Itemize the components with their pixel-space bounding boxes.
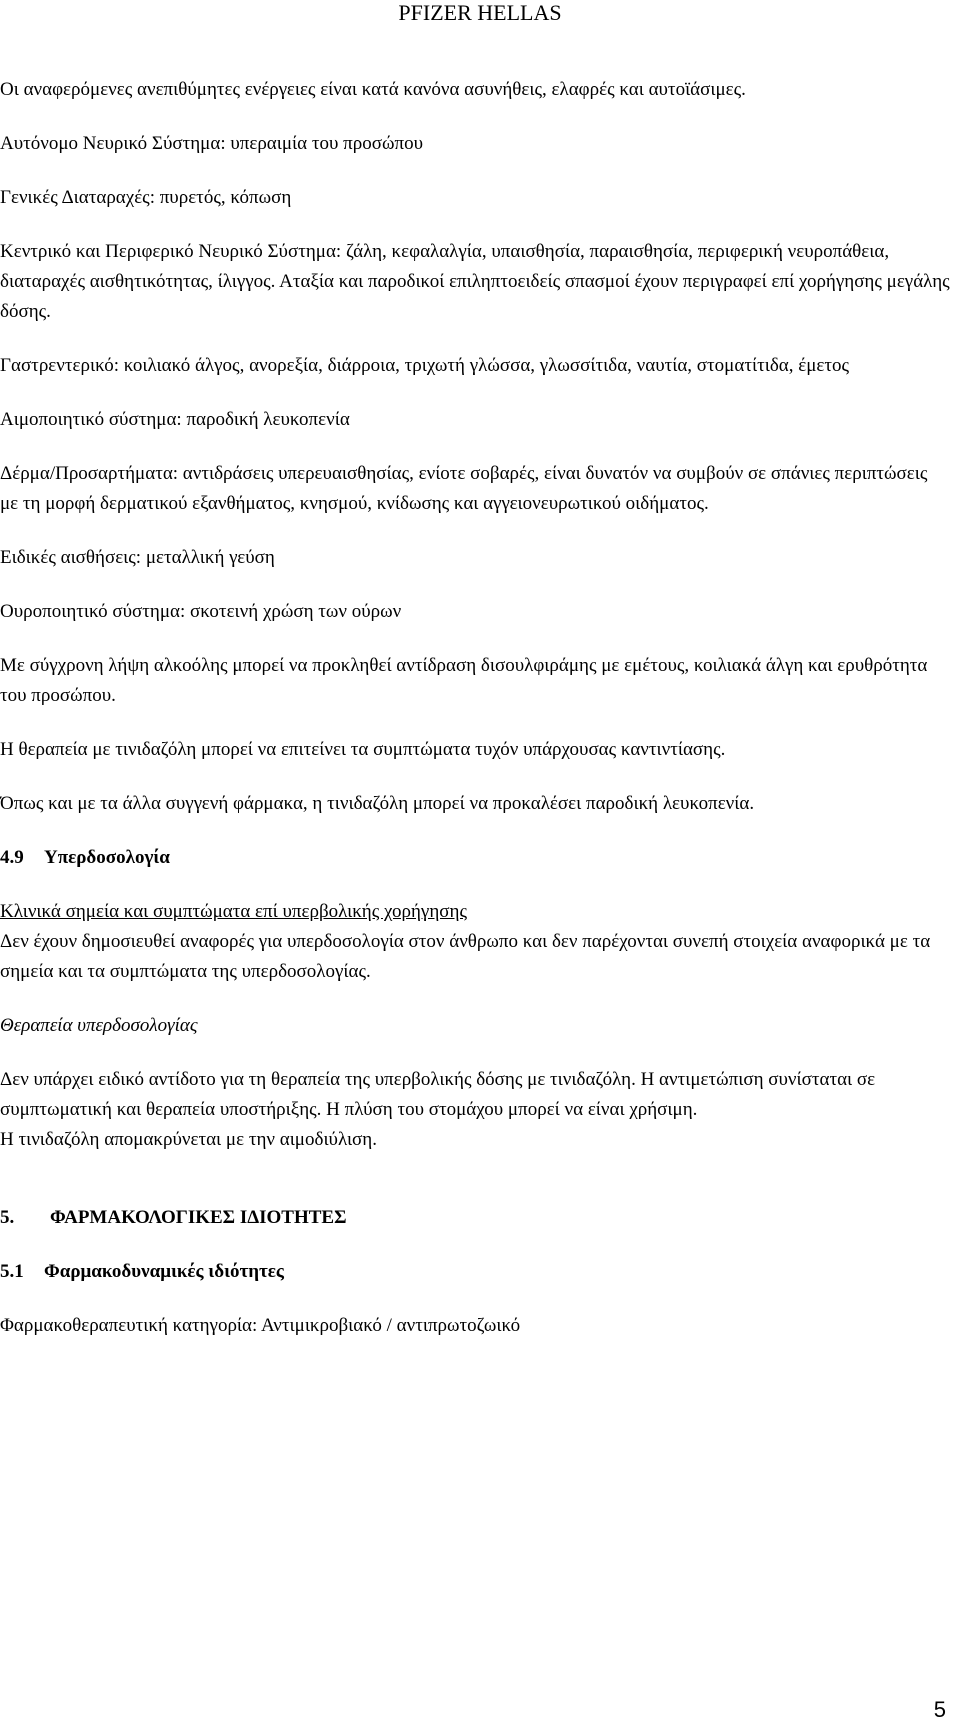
section-title: Υπερδοσολογία bbox=[44, 847, 170, 868]
paragraph-side-effects-intro: Οι αναφερόμενες ανεπιθύμητες ενέργειες είναι κατά κανόνα ασυνήθεις, ελαφρές και αυτοϊάσιμες. bbox=[0, 79, 746, 100]
section-heading-5 bbox=[0, 1203, 950, 1233]
subheading-clinical-signs: Κλινικά σημεία και συμπτώματα επί υπερβολικής χορήγησης bbox=[0, 901, 467, 922]
paragraph-gastrointestinal: Γαστρεντερικό: κοιλιακό άλγος, ανορεξία, διάρροια, τριχωτή γλώσσα, γλωσσίτιδα, ναυτία, στοματίτιδα, έμετος bbox=[0, 355, 850, 376]
paragraph-haematopoietic: Αιμοποιητικό σύστημα: παροδική λευκοπενία bbox=[0, 409, 350, 430]
paragraph-candidiasis: Η θεραπεία με τινιδαζόλη μπορεί να επιτείνει τα συμπτώματα τυχόν υπάρχουσας καντιντίασης. bbox=[0, 739, 726, 760]
paragraph-leukopenia: Όπως και με τα άλλα συγγενή φάρμακα, η τινιδαζόλη μπορεί να προκαλέσει παροδική λευκοπενία. bbox=[0, 793, 755, 814]
document-body bbox=[0, 75, 950, 1365]
paragraph-central-nervous-system: Κεντρικό και Περιφερικό Νευρικό Σύστημα: ζάλη, κεφαλαλγία, υπαισθησία, παραισθησία, περιφερική νευροπάθεια, διαταραχές αισθητικότητας, ίλιγγος. Αταξία και παροδικοί επιληπτοειδείς σπασμοί έχουν περιγραφεί επί χορήγησης μεγάλης δόσης. bbox=[0, 241, 950, 322]
document-header: PFIZER HELLAS bbox=[398, 0, 562, 25]
paragraph-urinary-system: Ουροποιητικό σύστημα: σκοτεινή χρώση των ούρων bbox=[0, 601, 402, 622]
paragraph-overdose-therapy: Δεν υπάρχει ειδικό αντίδοτο για τη θεραπεία της υπερβολικής δόσης με τινιδαζόλη. Η αντιμετώπιση συνίσταται σε συμπτωματική και θεραπεία υποστήριξης. Η πλύση του στομάχου μπορεί να είναι χρήσιμη. bbox=[0, 1069, 876, 1120]
section-number: 5.1 bbox=[0, 1261, 24, 1282]
paragraph-general-disorders: Γενικές Διαταραχές: πυρετός, κόπωση bbox=[0, 187, 292, 208]
paragraph-alcohol-interaction: Με σύγχρονη λήψη αλκοόλης μπορεί να προκληθεί αντίδραση δισουλφιράμης με εμέτους, κοιλιακά άλγη και ερυθρότητα του προσώπου. bbox=[0, 655, 928, 706]
paragraph-skin-appendages: Δέρμα/Προσαρτήματα: αντιδράσεις υπερευαισθησίας, ενίοτε σοβαρές, είναι δυνατόν να συμβούν σε σπάνιες περιπτώσεις με τη μορφή δερματικού εξανθήματος, κνησμού, κνίδωσης και αγγειονευρωτικού οιδήματος. bbox=[0, 463, 928, 514]
paragraph-overdose-reports: Δεν έχουν δημοσιευθεί αναφορές για υπερδοσολογία στον άνθρωπο και δεν παρέχονται συνεπή στοιχεία αναφορικά με τα σημεία και τα συμπτώματα της υπερδοσολογίας. bbox=[0, 931, 931, 982]
section-heading-5-1 bbox=[0, 1257, 950, 1287]
section-title: ΦΑΡΜΑΚΟΛΟΓΙΚΕΣ ΙΔΙΟΤΗΤΕΣ bbox=[50, 1207, 347, 1228]
section-number: 5. bbox=[0, 1207, 15, 1228]
page-number: 5 bbox=[933, 1697, 946, 1722]
section-title: Φαρμακοδυναμικές ιδιότητες bbox=[44, 1261, 284, 1282]
paragraph-pharmacotherapeutic-group: Φαρμακοθεραπευτική κατηγορία: Αντιμικροβιακό / αντιπρωτοζωικό bbox=[0, 1315, 521, 1336]
paragraph-autonomic-nervous-system: Αυτόνομο Νευρικό Σύστημα: υπεραιμία του προσώπου bbox=[0, 133, 423, 154]
subheading-overdose-therapy: Θεραπεία υπερδοσολογίας bbox=[0, 1015, 198, 1036]
paragraph-haemodialysis: Η τινιδαζόλη απομακρύνεται με την αιμοδιύλιση. bbox=[0, 1129, 377, 1150]
section-heading-4-9 bbox=[0, 843, 950, 873]
section-number: 4.9 bbox=[0, 847, 24, 868]
paragraph-special-senses: Ειδικές αισθήσεις: μεταλλική γεύση bbox=[0, 547, 275, 568]
